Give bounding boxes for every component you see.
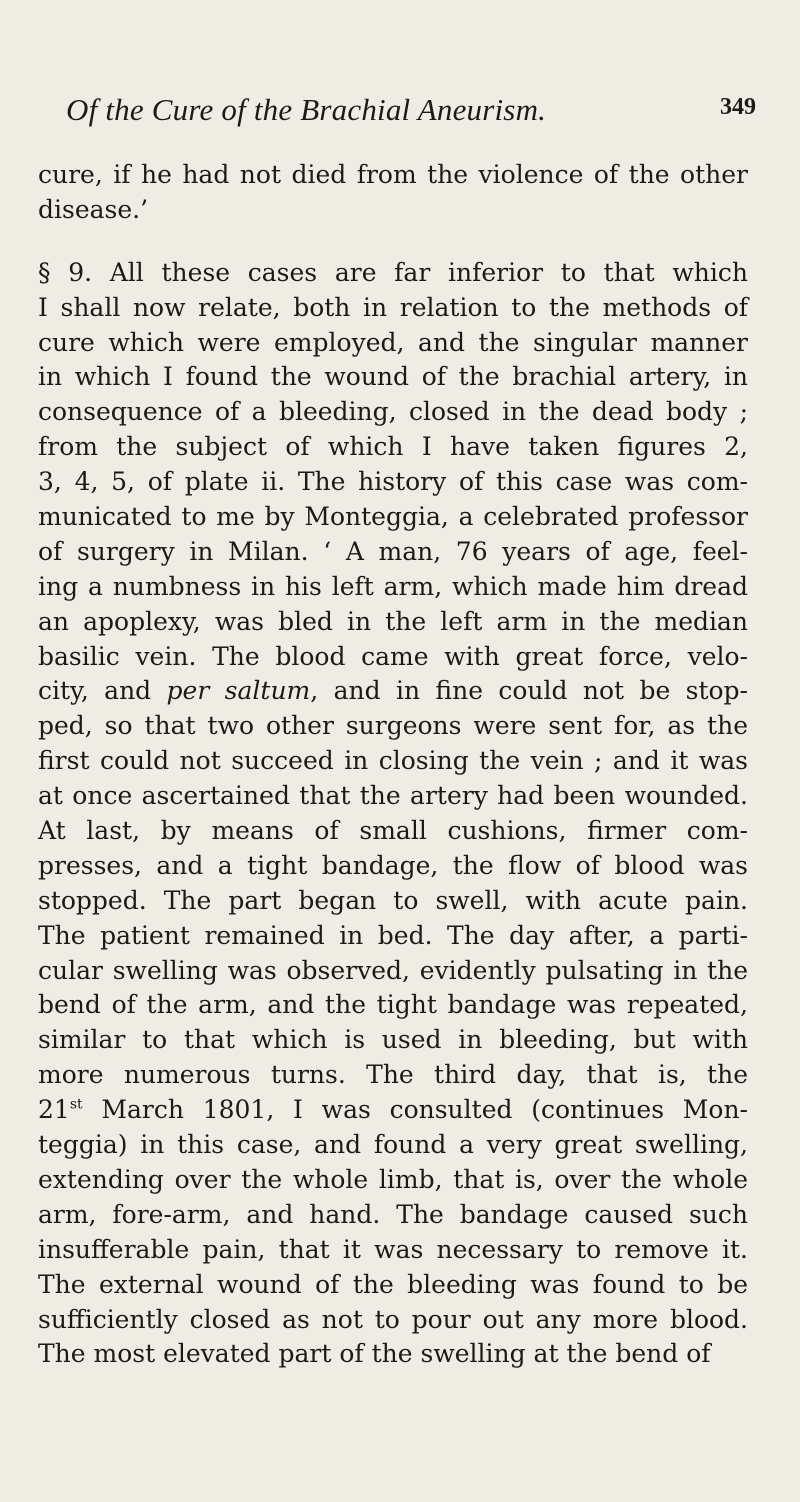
italic-phrase: per saltum [166, 676, 311, 706]
text-line: presses, and a tight bandage, the flow of blood was [38, 850, 748, 880]
text-line: The patient remained in bed. The day after, a parti- [38, 920, 748, 950]
text-line: basilic vein. The blood came with great force, velo- [38, 641, 748, 671]
text-line: more numerous turns. The third day, that is, the [38, 1060, 748, 1090]
page-number: 349 [720, 94, 756, 120]
text-line: arm, fore-arm, and hand. The bandage caused such [38, 1199, 748, 1229]
text-line: ped, so that two other surgeons were sent for, as the [38, 711, 748, 741]
running-head [66, 92, 756, 132]
text-line: stopped. The part began to swell, with acute pain. [38, 885, 748, 915]
running-title: Of the Cure of the Brachial Aneurism. [66, 92, 547, 127]
text-line: At last, by means of small cushions, firmer com- [38, 816, 748, 846]
text-line: sufficiently closed as not to pour out any more blood. [38, 1304, 748, 1334]
paragraph [38, 158, 748, 228]
text-line: bend of the arm, and the tight bandage was repeated, [38, 990, 748, 1020]
text-line: cure, if he had not died from the violence of the other [38, 160, 748, 189]
text-line: an apoplexy, was bled in the left arm in the median [38, 606, 748, 636]
text-line: in which I found the wound of the brachial artery, in [38, 362, 748, 392]
text-line: similar to that which is used in bleeding, but with [38, 1025, 748, 1055]
text-line: extending over the whole limb, that is, over the whole [38, 1164, 748, 1194]
text-line: from the subject of which I have taken figures 2, [38, 432, 748, 462]
text-line: The external wound of the bleeding was found to be [38, 1269, 748, 1299]
text-line: The most elevated part of the swelling at the bend of [38, 1339, 711, 1369]
text-line: ing a numbness in his left arm, which made him dread [38, 571, 748, 601]
text-line: municated to me by Monteggia, a celebrated professor [38, 502, 748, 532]
text-line: teggia) in this case, and found a very great swelling, [38, 1130, 748, 1160]
text-segment: city, and [38, 676, 167, 706]
text-line: at once ascertained that the artery had been wounded. [38, 781, 748, 811]
text-line: cular swelling was observed, evidently pulsating in the [38, 955, 748, 985]
text-line: § 9. All these cases are far inferior to that which [38, 257, 748, 287]
text-line: first could not succeed in closing the vein ; and it was [38, 746, 748, 776]
text-line: cure which were employed, and the singular manner [38, 327, 748, 357]
text-line: consequence of a bleeding, closed in the dead body ; [38, 397, 748, 427]
text-segment: 21 [38, 1095, 70, 1125]
text-line: 3, 4, 5, of plate ii. The history of this case was com- [38, 467, 748, 497]
text-line: of surgery in Milan. ‘ A man, 76 years of age, feel- [38, 536, 748, 566]
text-line-with-italic [38, 674, 748, 709]
text-line-with-superscript [38, 1093, 748, 1128]
body-text [38, 158, 748, 1372]
text-segment: , and in fine could not be stop- [310, 676, 748, 706]
text-line: insufferable pain, that it was necessary to remove it. [38, 1234, 748, 1264]
ordinal-superscript: st [69, 1096, 83, 1113]
paragraph [38, 256, 748, 1373]
text-line: disease.’ [38, 194, 149, 224]
text-line: I shall now relate, both in relation to the methods of [38, 292, 748, 322]
text-segment: March 1801, I was consulted (continues Mon- [82, 1095, 748, 1125]
